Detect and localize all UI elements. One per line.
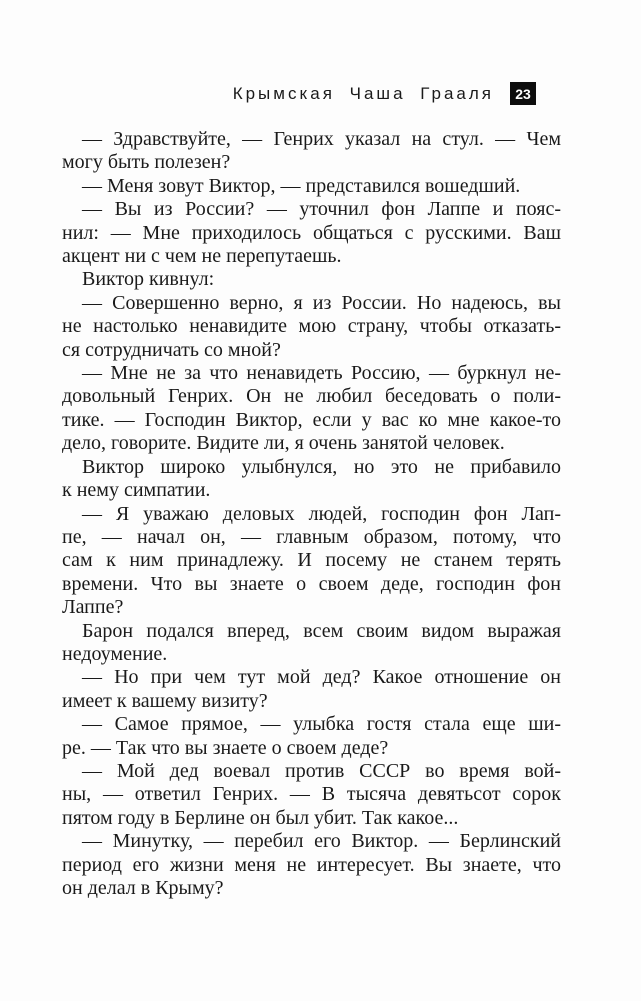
page-header — [62, 81, 536, 106]
text-line: Виктор широко улыбнулся, но это не прибавило — [82, 455, 561, 478]
page-number-badge — [510, 82, 536, 105]
text-line: Виктор кивнул: — [82, 268, 215, 291]
text-line: период его жизни меня не интересует. Вы знаете, что — [62, 853, 561, 876]
text-line: недоумение. — [62, 642, 168, 665]
text-line: пятом году в Берлине он был убит. Так какое... — [62, 806, 459, 829]
text-line: — Здравствуйте, — Генрих указал на стул. — Чем — [82, 128, 561, 150]
text-line: не настолько ненавидите мою страну, чтобы отказать- — [62, 315, 561, 338]
text-line: имеет к вашему визиту? — [62, 689, 268, 712]
text-line: ны, — ответил Генрих. — В тысяча девятьсот сорок — [62, 783, 561, 806]
text-line: акцент ни с чем не перепутаешь. — [62, 245, 342, 268]
text-line: — Минутку, — перебил его Виктор. — Берлинский — [82, 830, 561, 853]
text-line: — Вы из России? — уточнил фон Лаппе и пояс- — [82, 198, 561, 221]
text-line: к нему симпатии. — [62, 479, 211, 502]
text-line: тике. — Господин Виктор, если у вас ко мне какое-то — [62, 408, 561, 431]
text-line: Барон подался вперед, всем своим видом выражая — [82, 619, 561, 642]
text-line: — Мой дед воевал против СССР во время вой- — [82, 759, 561, 782]
running-title: Крымская Чаша Грааля — [232, 83, 494, 103]
text-line: дело, говорите. Видите ли, я очень занятой человек. — [62, 432, 505, 455]
page-text — [62, 128, 561, 900]
text-line: времени. Что вы знаете о своем деде, господин фон — [62, 572, 561, 595]
text-line: — Я уважаю деловых людей, господин фон Лап- — [82, 502, 561, 525]
text-line: — Но при чем тут мой дед? Какое отношение он — [82, 666, 561, 689]
text-line: — Меня зовут Виктор, — представился вошедший. — [82, 174, 521, 197]
text-line: ся сотрудничать со мной? — [62, 338, 281, 361]
text-line: пе, — начал он, — главным образом, потому, что — [62, 525, 561, 548]
text-line: могу быть полезен? — [62, 151, 231, 174]
text-line: довольный Генрих. Он не любил беседовать о поли- — [62, 385, 561, 408]
text-line: ре. — Так что вы знаете о своем деде? — [62, 736, 389, 759]
text-line: — Совершенно верно, я из России. Но надеюсь, вы — [82, 291, 561, 314]
page-number: 23 — [515, 85, 531, 102]
text-line: — Самое прямое, — улыбка гостя стала еще ши- — [82, 713, 561, 736]
text-line: — Мне не за что ненавидеть Россию, — буркнул не- — [82, 362, 561, 385]
text-line: Лаппе? — [62, 596, 124, 619]
text-line: сам к ним принадлежу. И посему не станем терять — [62, 549, 561, 572]
text-line: он делал в Крыму? — [62, 877, 224, 899]
text-line: нил: — Мне приходилось общаться с русскими. Ваш — [62, 221, 561, 244]
